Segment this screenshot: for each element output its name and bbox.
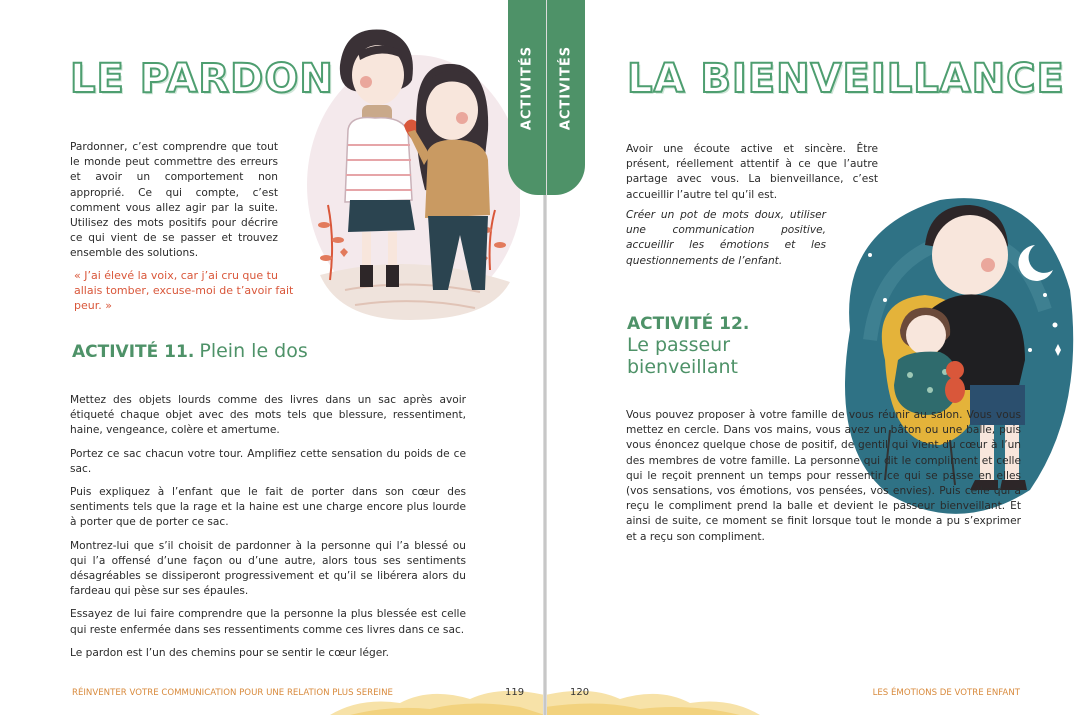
right-tab-label: ACTIVITÉS (558, 45, 574, 131)
right-activity-label: ACTIVITÉ 12. (627, 314, 750, 334)
right-activity-body (626, 408, 1021, 545)
left-activity-title: Plein le dos (199, 340, 308, 362)
right-activity-title-line2: bienveillant (627, 356, 738, 378)
left-paragraph: Montrez-lui que s’il choisit de pardonner à la personne qui l’a blessé ou qui l’a offensé d’une façon ou d’une autre, alors tous ses sentiments désagréables se dissiperont progressivement et qu’il se libérera alors du fardeau qui pèse sur ses épaules. (70, 539, 466, 598)
left-paragraph: Portez ce sac chacun votre tour. Amplifiez cette sensation du poids de ce sac. (70, 447, 466, 475)
left-page-title: LE PARDON (70, 56, 334, 102)
left-paragraph: Mettez des objets lourds comme des livres dans un sac après avoir étiqueté chaque objet avec des mots tels que blessure, ressentiment, haine, vengeance, colère et amertume. (70, 394, 466, 437)
illustration-two-girls (300, 20, 520, 325)
left-activity-heading (72, 340, 308, 362)
right-activity-heading (627, 314, 749, 378)
left-page-number: 119 (505, 687, 525, 698)
left-paragraph: Le pardon est l’un des chemins pour se sentir le cœur léger. (70, 646, 389, 659)
left-quote: « J’ai élevé la voix, car j’ai cru que tu allais tomber, excuse-moi de t’avoir fait peur. » (74, 269, 294, 312)
left-activity-body (70, 393, 466, 669)
left-tab-label: ACTIVITÉS (519, 45, 535, 131)
right-page-title: LA BIENVEILLANCE (627, 56, 1065, 102)
left-paragraph: Puis expliquez à l’enfant que le fait de porter dans son cœur des sentiments tels que la rage et la haine est une charge encore plus lourde à porter que de porter ce sac. (70, 486, 466, 529)
right-section-tab (547, 0, 585, 195)
left-section-tab (508, 0, 546, 195)
right-paragraph: Vous pouvez proposer à votre famille de vous réunir au salon. Vous vous mettez en cercle. Dans vos mains, vous avez un bâton ou une balle, puis vous énoncez quelque chose de positif, de gentil qui vient du cœur à l’un des membres de votre famille. La personne qui dit le compliment et celle qui le reçoit prennent un temps pour ressentir ce qui se passe en elles (vos sensations, vos émotions, vos pensées, vos envies). Puis celle qui a reçu le compliment prend la balle et devient le passeur bienveillant. Et ainsi de suite, ce moment se finit lorsque tout le monde a pu s’exprimer et a reçu son compliment. (626, 409, 1021, 543)
right-intro: Avoir une écoute active et sincère. Être présent, réellement attentif à ce que l’autre partage avec vous. La bienveillance, c’est accueillir l’autre tel qu’il est. (626, 143, 878, 201)
left-paragraph: Essayez de lui faire comprendre que la personne la plus blessée est celle qui reste enfermée dans ses ressentiments comme ces livres dans ce sac. (70, 608, 466, 636)
left-activity-label: ACTIVITÉ 11. (72, 342, 195, 362)
right-footer: LES ÉMOTIONS DE VOTRE ENFANT (872, 688, 1020, 698)
left-footer: RÉINVENTER VOTRE COMMUNICATION POUR UNE RELATION PLUS SEREINE (72, 688, 393, 698)
left-intro: Pardonner, c’est comprendre que tout le monde peut commettre des erreurs et avoir un comportement non approprié. Ce qui compte, c’est comment vous allez agir par la suite. Utilisez des mots positifs pour décrire ce qui vient de se passer et trouvez ensemble des solutions. (70, 141, 278, 260)
right-italic-text: Créer un pot de mots doux, utiliser une communication positive, accueillir les émotions et les questionnements de l’enfant. (626, 209, 826, 267)
right-page (545, 0, 1090, 715)
right-page-number: 120 (570, 687, 590, 698)
right-activity-title-line1: Le passeur (627, 334, 731, 356)
